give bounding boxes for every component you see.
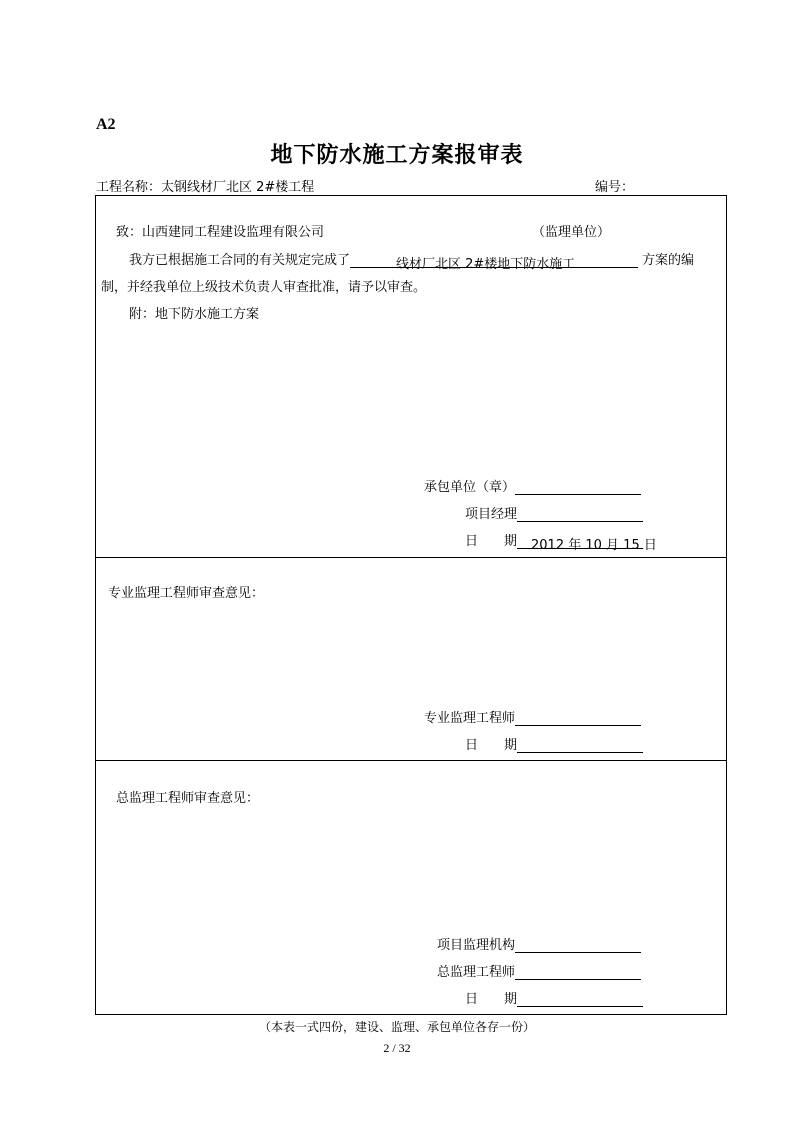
date-label-1: 日 期 (465, 534, 518, 549)
specialist-engineer-label: 专业监理工程师 (424, 711, 516, 726)
chief-engineer-label: 总监理工程师 (437, 965, 516, 980)
project-value: 太钢线材厂北区 2#楼工程 (161, 180, 315, 195)
section-divider-1 (95, 557, 727, 558)
footer-note: （本表一式四份，建设、监理、承包单位各存一份） (258, 1020, 535, 1034)
supervision-org-underline[interactable] (515, 938, 641, 953)
body-fill: 线材厂北区 2#楼地下防水施工 (396, 257, 576, 272)
chief-engineer-underline[interactable] (515, 965, 641, 980)
project-label: 工程名称： (96, 180, 162, 195)
date-row-2 (465, 734, 643, 753)
date-row-1 (465, 530, 657, 553)
section-divider-2 (95, 760, 727, 761)
contractor-label: 承包单位（章） (424, 480, 516, 495)
to-prefix: 致： (116, 225, 143, 240)
chief-engineer-row (437, 961, 641, 980)
addressee-row (116, 221, 324, 240)
supervision-org-label: 项目监理机构 (437, 938, 516, 953)
body-part2: 方案的编 (642, 253, 695, 268)
supervision-org-row (437, 934, 641, 953)
body-text-line2: 制，并经我单位上级技术负责人审查批准，请予以审查。 (101, 280, 427, 295)
project-name-row (96, 176, 314, 195)
body-text-line1 (129, 249, 695, 272)
date-label-2: 日 期 (465, 738, 518, 753)
page-title: 地下防水施工方案报审表 (270, 143, 524, 168)
body-fill-underline (350, 253, 638, 272)
date-underline-2[interactable] (517, 738, 643, 753)
to-suffix: （监理单位） (532, 225, 611, 240)
specialist-review-heading: 专业监理工程师审查意见： (108, 586, 265, 601)
form-code: A2 (96, 116, 116, 133)
date-label-3: 日 期 (465, 992, 518, 1007)
manager-underline[interactable] (517, 507, 643, 522)
specialist-engineer-underline[interactable] (515, 711, 641, 726)
date-underline-3[interactable] (517, 992, 643, 1007)
specialist-engineer-row (424, 707, 641, 726)
contractor-underline[interactable] (515, 480, 641, 495)
date-value-1: 2012 年 10 月 15 日 (531, 538, 657, 553)
date-row-3 (465, 988, 643, 1007)
contractor-row (424, 476, 641, 495)
manager-label: 项目经理 (465, 507, 518, 522)
chief-review-heading: 总监理工程师审查意见： (116, 791, 260, 806)
body-part1: 我方已根据施工合同的有关规定完成了 (129, 253, 351, 268)
attachment-line: 附：地下防水施工方案 (129, 307, 260, 322)
manager-row (465, 503, 643, 522)
page-indicator: 2 / 32 (383, 1041, 411, 1055)
number-label: 编号： (595, 180, 635, 195)
to-org: 山西建同工程建设监理有限公司 (142, 225, 325, 240)
date-underline-1[interactable] (517, 534, 657, 553)
